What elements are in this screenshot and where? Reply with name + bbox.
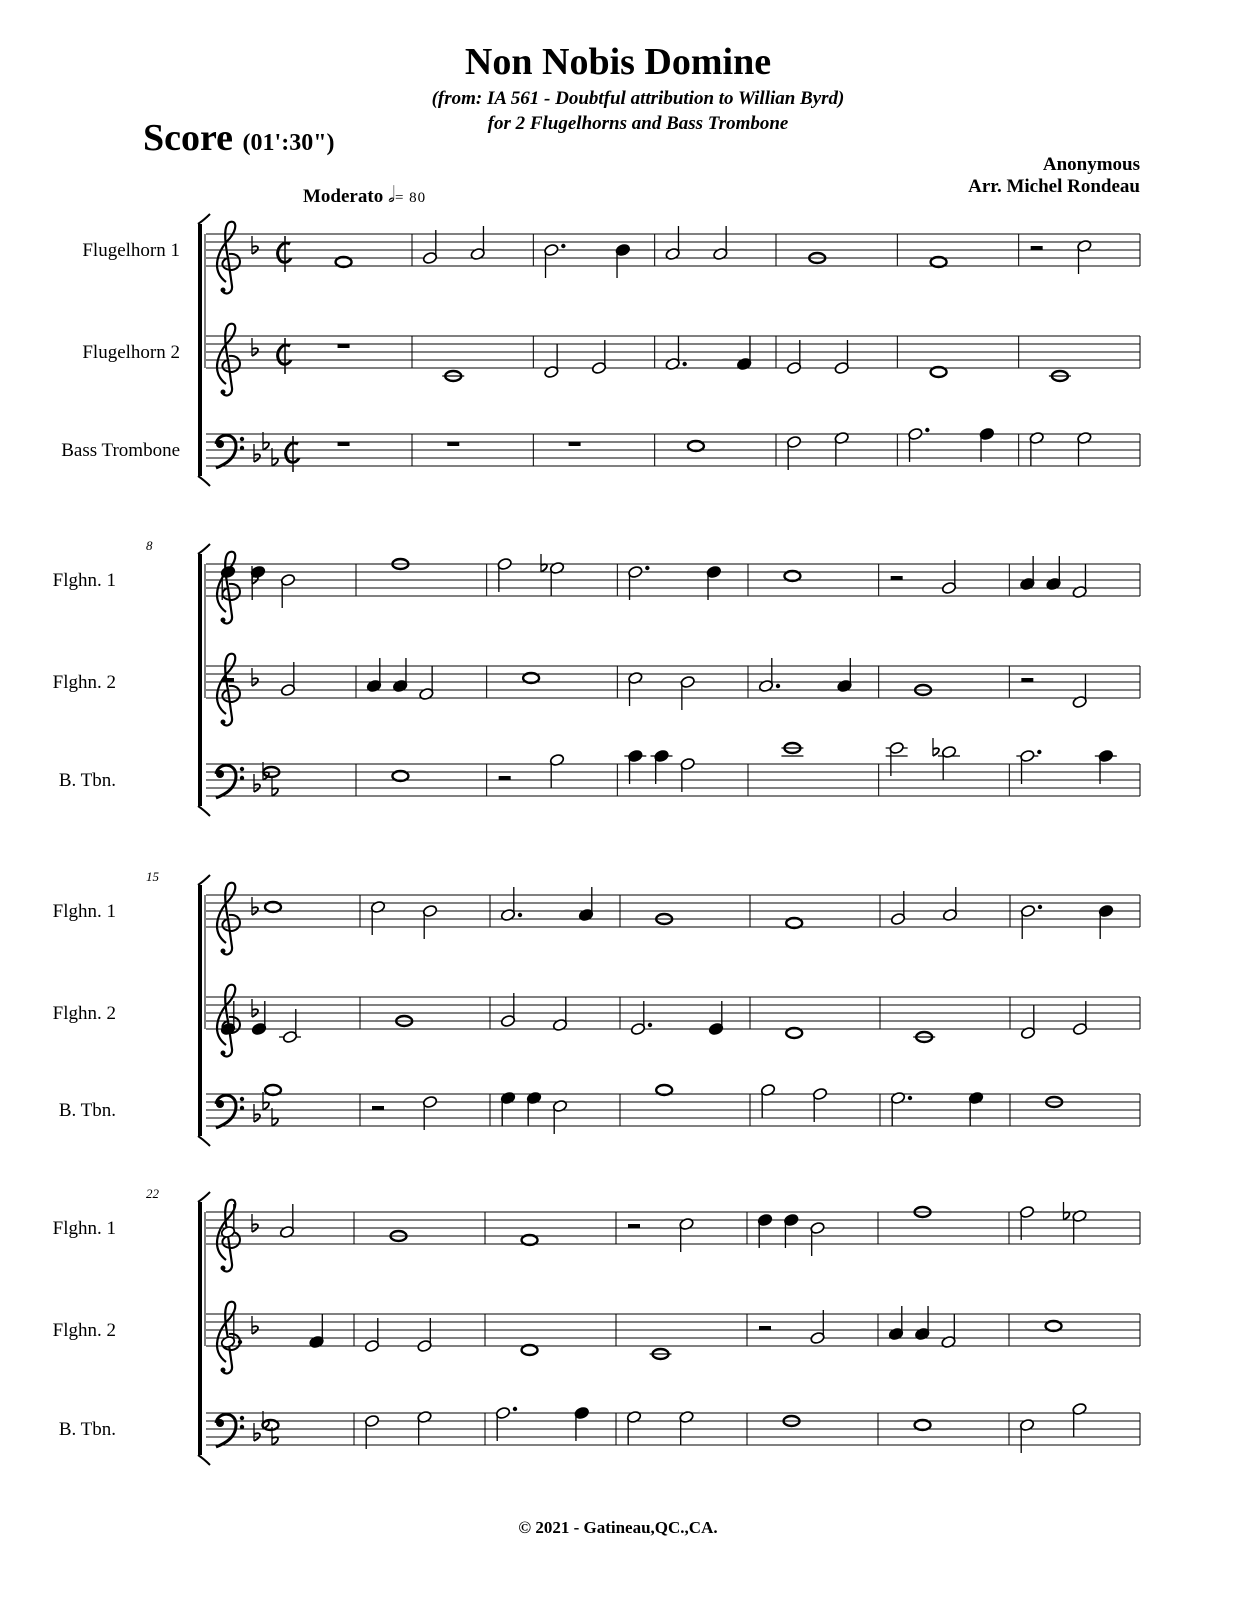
arranger: Arr. Michel Rondeau [968,176,1140,197]
note [1019,1205,1034,1240]
note [495,1406,517,1441]
note [544,344,559,379]
score-title: Non Nobis Domine [464,41,772,83]
note [497,557,512,592]
note [280,573,295,608]
note [706,565,721,600]
score-label-text: Score [143,117,234,159]
note [279,1009,301,1044]
note [1095,749,1117,784]
note [810,1221,825,1256]
instrument-label: B. Tbn. [58,1419,116,1440]
measure-number: 15 [146,869,159,884]
instrument-label: Flugelhorn 1 [82,240,180,261]
note [933,738,960,780]
note [442,371,464,381]
note [679,1410,694,1445]
staff [206,1083,1140,1134]
note [812,1087,827,1122]
note [500,1091,515,1126]
note [1019,1418,1034,1453]
note [279,1204,294,1239]
note [968,1091,983,1126]
rest [1031,246,1043,250]
note [552,997,567,1032]
note [1020,904,1042,939]
staff [206,654,1140,726]
note [941,1314,956,1349]
staff [206,883,1140,955]
note [500,993,515,1028]
note [470,226,485,261]
note [1072,1001,1087,1036]
note [578,887,593,922]
note [370,900,385,935]
note [220,1314,242,1349]
staff [206,552,1140,624]
note [781,743,803,756]
note [628,671,643,706]
rest [759,1326,771,1330]
note [500,887,522,922]
note [915,1306,930,1341]
note [1016,749,1041,784]
note [1020,556,1035,591]
note [364,1414,379,1449]
note [1072,564,1087,599]
instrument-label: Flghn. 2 [52,1003,116,1024]
rest [372,1106,384,1110]
note [708,1001,723,1036]
note [392,658,407,693]
note [422,1095,437,1130]
note [1049,371,1071,381]
note [1020,1005,1035,1040]
note [886,741,908,776]
note [908,427,930,462]
note [630,1001,652,1036]
system [53,1186,1140,1465]
note [1029,431,1044,466]
instrument-label: Flghn. 2 [52,1320,116,1341]
note [309,1314,324,1349]
note [834,340,849,375]
system [61,214,1140,486]
note [758,658,780,693]
note [574,1406,589,1441]
note [591,340,606,375]
note [1064,1202,1088,1244]
note [1046,556,1061,591]
half-note-icon: 𝅗𝅥 [387,182,395,207]
note [417,1318,432,1353]
note [650,1349,672,1359]
note [834,431,849,466]
note [364,1318,379,1353]
instrument-label: Flghn. 1 [52,1218,116,1239]
score-subtitle-instrumentation: for 2 Flugelhorns and Bass Trombone [487,113,789,134]
note [541,554,565,596]
note [1072,1402,1087,1437]
rest [338,344,350,348]
note [615,243,630,278]
note [680,757,695,792]
score-subtitle-source: (from: IA 561 - Doubtful attribution to Willian Byrd) [431,88,845,109]
rest [222,678,234,682]
rest [628,1224,640,1228]
staff [206,1402,1140,1453]
instrument-label: Flghn. 1 [52,901,116,922]
instrument-label: Flghn. 1 [52,570,116,591]
instrument-label: Bass Trombone [61,440,180,461]
note [552,1099,567,1134]
staff [206,1200,1140,1272]
note [979,427,994,462]
tempo-bpm: = 80 [394,190,427,206]
note [549,753,564,788]
note [810,1310,825,1345]
note [419,666,434,701]
rest [499,776,511,780]
note [422,904,437,939]
system [53,869,1140,1146]
note [757,1213,772,1248]
note [628,565,650,600]
instrument-label: Flugelhorn 2 [82,342,180,363]
staff [206,324,1140,396]
note [760,1083,775,1118]
staff [206,222,1140,294]
staff [206,985,1140,1057]
note [651,749,673,784]
instrument-label: Flghn. 2 [52,672,116,693]
copyright-footer: © 2021 - Gatineau,QC.,CA. [518,1518,718,1537]
note [366,658,381,693]
note [913,1032,935,1042]
tempo-text: Moderato [303,186,384,207]
staff [206,1302,1140,1374]
rest [338,442,350,446]
note [736,336,751,371]
rest [1021,678,1033,682]
rest [891,576,903,580]
score-duration: (01':30") [242,130,335,156]
note [890,891,905,926]
note [626,1410,641,1445]
note [786,435,801,470]
note [942,887,957,922]
note [220,1204,235,1239]
note [665,336,687,371]
instrument-label: B. Tbn. [58,770,116,791]
note [665,226,680,261]
note [679,1217,694,1252]
note [941,560,956,595]
composer: Anonymous [1042,154,1140,175]
note [544,243,566,278]
measure-number: 22 [146,1186,159,1201]
note [417,1410,432,1445]
note [713,226,728,261]
rest [447,442,459,446]
note [422,230,437,265]
system [53,538,1140,816]
note [890,1091,912,1126]
note [786,340,801,375]
note [251,1001,266,1036]
note [1077,431,1092,466]
note [250,565,265,600]
measure-number: 8 [146,538,153,553]
note [784,1213,799,1248]
note [624,749,646,784]
note [1072,674,1087,709]
note [1098,904,1113,939]
staff [206,738,1140,798]
note [888,1306,903,1341]
instrument-label: B. Tbn. [58,1100,116,1121]
note [1077,239,1092,274]
note [837,658,852,693]
note [680,675,695,710]
rest [569,442,581,446]
note [526,1091,541,1126]
note [280,662,295,697]
staff [206,427,1140,472]
